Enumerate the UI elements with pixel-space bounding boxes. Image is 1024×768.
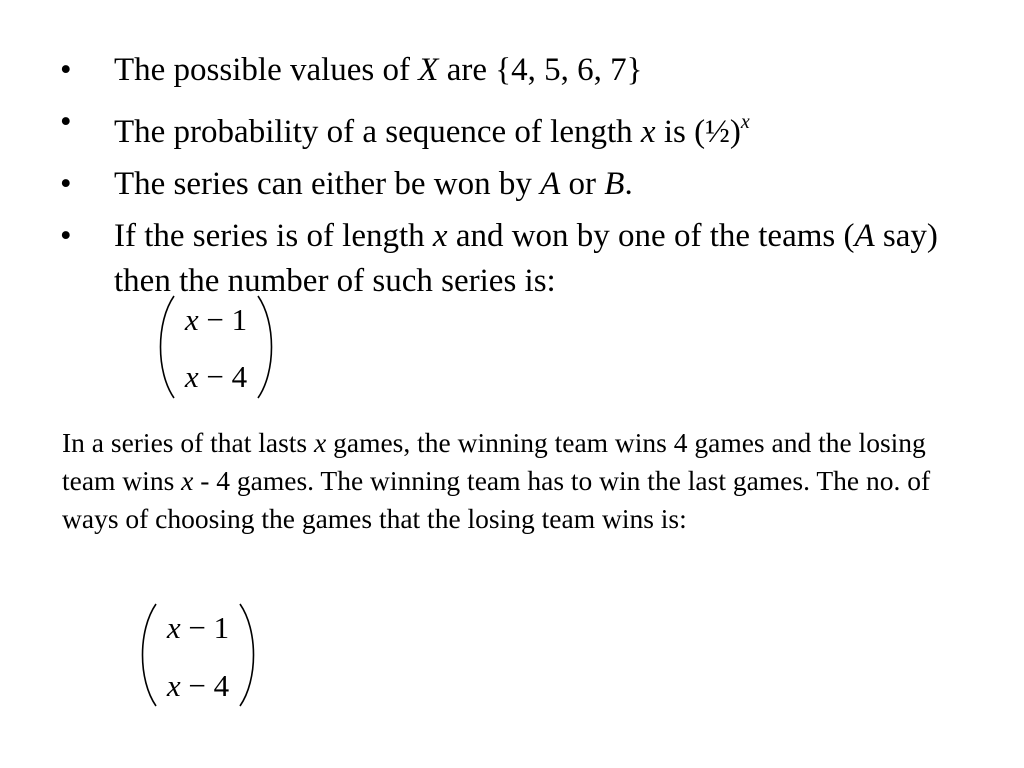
- binomial-bottom: x − 4: [166, 668, 230, 703]
- binomial-top: x − 1: [166, 610, 230, 645]
- variable: A: [540, 166, 561, 202]
- bullet-icon: •: [60, 166, 72, 202]
- paragraph-text: - 4 games. The winning team has to win the last games. The no. of ways of choosing the games that the losing team wins is:: [62, 465, 931, 534]
- left-paren-icon: [161, 296, 175, 398]
- bullet-text: The series can either be won by: [114, 166, 541, 202]
- binomial-coefficient-2: [138, 600, 258, 710]
- variable: x: [432, 218, 448, 254]
- bullet-text: is (½): [655, 114, 741, 150]
- bullet-text: say) then the number of such series is:: [114, 218, 938, 299]
- bullet-item-values: [60, 48, 960, 93]
- variable: X: [418, 52, 439, 88]
- binomial-coefficient-1: [156, 292, 276, 402]
- bullet-text: The probability of a sequence of length: [114, 114, 641, 150]
- paragraph-text: games, the winning team wins 4 games and the losing team wins: [62, 427, 926, 496]
- right-paren-icon: [240, 604, 254, 706]
- paragraph-text: In a series of that lasts: [62, 427, 315, 458]
- left-paren-icon: [143, 604, 157, 706]
- superscript: x: [740, 111, 750, 133]
- bullet-icon: •: [60, 52, 72, 88]
- variable: x: [640, 114, 656, 150]
- bullet-list: [60, 48, 960, 311]
- variable: A: [854, 218, 875, 254]
- bullet-text: .: [624, 166, 633, 202]
- bullet-icon: •: [60, 104, 72, 140]
- bullet-text: or: [560, 166, 605, 202]
- variable: x: [181, 465, 194, 496]
- explanation-paragraph: [62, 424, 962, 538]
- bullet-text: If the series is of length: [114, 218, 433, 254]
- variable: B: [604, 166, 625, 202]
- variable: x: [314, 427, 327, 458]
- bullet-item-probability: [60, 100, 960, 155]
- bullet-text: are {4, 5, 6, 7}: [438, 52, 643, 88]
- bullet-text: and won by one of the teams (: [447, 218, 855, 254]
- right-paren-icon: [258, 296, 272, 398]
- bullet-item-winner: [60, 162, 960, 207]
- bullet-item-series-count: [60, 214, 960, 304]
- binomial-top: x − 1: [184, 302, 248, 337]
- bullet-text: The possible values of: [114, 52, 419, 88]
- bullet-icon: •: [60, 218, 72, 254]
- binomial-bottom: x − 4: [184, 359, 248, 394]
